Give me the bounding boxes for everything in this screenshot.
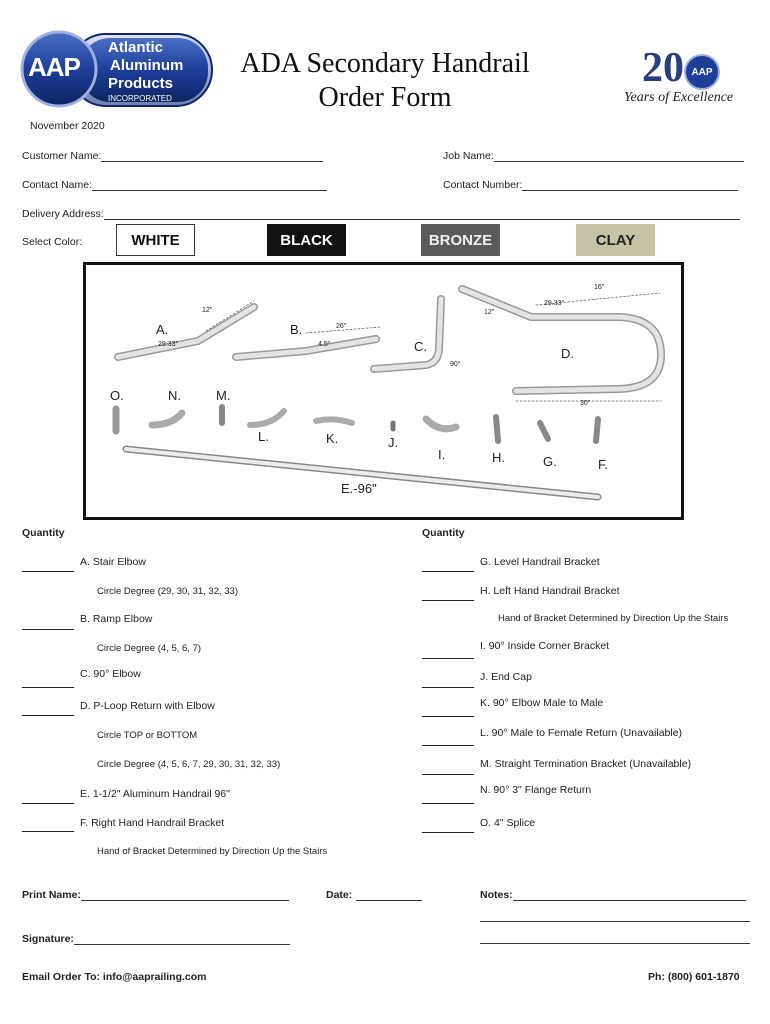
contact-name-line[interactable] [92,190,327,191]
date-label: Date: [326,889,353,901]
qty-input-b[interactable] [22,629,74,630]
notes-line-3[interactable] [480,943,750,944]
qty-input-o[interactable] [422,832,474,833]
date-line[interactable] [356,900,422,901]
dim-d4: 30" [580,400,591,407]
anniversary-badge [620,44,750,114]
notes-field[interactable] [480,889,746,901]
diagram-label-o: O. [110,388,124,403]
contact-name-label: Contact Name: [22,179,93,191]
form-title [210,47,560,115]
item-d-position: Circle TOP or BOTTOM [97,730,198,741]
title-line-1: ADA Secondary Handrail [240,48,530,79]
diagram-label-k: K. [326,431,339,446]
logo-mark: AAP [28,52,80,82]
quantity-header-right: Quantity [422,527,465,539]
item-d-label: D. P-Loop Return with Elbow [80,700,215,712]
color-option-bronze[interactable]: BRONZE [421,224,500,256]
item-a-label: A. Stair Elbow [80,556,146,568]
item-l-label: L. 90° Male to Female Return (Unavailable) [480,727,683,739]
diagram-label-h: H. [492,450,505,465]
item-f-label: F. Right Hand Handrail Bracket [80,817,225,829]
item-f-note: Hand of Bracket Determined by Direction Up the Stairs [97,846,328,857]
color-option-black[interactable]: BLACK [267,224,346,256]
date-field[interactable] [326,889,422,901]
contact-name-field[interactable] [22,179,327,191]
item-d-degree: Circle Degree (4, 5, 6, 7, 29, 30, 31, 32, 33) [97,759,281,770]
form-date: November 2020 [30,120,105,132]
item-e-label: E. 1-1/2" Aluminum Handrail 96" [80,788,230,800]
diagram-label-g: G. [543,454,557,469]
product-diagram [83,262,684,520]
phone-number: Ph: (800) 601-1870 [648,971,740,983]
qty-input-g[interactable] [422,571,474,572]
customer-name-field[interactable] [22,150,323,162]
dim-c1: 90° [450,361,461,368]
badge-number: 20 [642,45,684,91]
item-g-label: G. Level Handrail Bracket [480,556,600,568]
delivery-address-line[interactable] [104,219,740,220]
diagram-label-m: M. [216,388,231,403]
qty-input-j[interactable] [422,687,474,688]
qty-input-n[interactable] [422,803,474,804]
diagram-label-l: L. [258,429,269,444]
qty-input-e[interactable] [22,803,74,804]
diagram-label-f: F. [598,457,609,472]
item-i-label: I. 90° Inside Corner Bracket [480,640,610,652]
signature-line[interactable] [74,944,290,945]
item-j-label: J. End Cap [480,671,532,683]
badge-mark: AAP [691,66,713,78]
dim-d3: 12" [484,309,495,316]
qty-input-c[interactable] [22,687,74,688]
item-m-label: M. Straight Termination Bracket (Unavailable) [480,758,692,770]
logo-line-2: Aluminum [110,57,184,74]
print-name-label: Print Name: [22,889,81,901]
notes-label: Notes: [480,889,513,901]
notes-line-2[interactable] [480,921,750,922]
badge-caption: Years of Excellence [624,90,734,105]
print-name-field[interactable] [22,889,289,901]
diagram-label-j: J. [388,435,399,450]
contact-number-field[interactable] [443,179,738,191]
logo-line-1: Atlantic [108,39,164,56]
color-option-white[interactable]: WHITE [116,224,195,256]
qty-input-d[interactable] [22,715,74,716]
title-line-2: Order Form [318,82,452,113]
qty-input-a[interactable] [22,571,74,572]
dim-a2: 29.33° [158,341,179,348]
signature-field[interactable] [22,933,290,945]
logo-line-4: INCORPORATED [108,94,172,103]
diagram-label-n: N. [168,388,181,403]
dim-b1: 26" [336,323,347,330]
email-order: Email Order To: info@aaprailing.com [22,971,207,983]
company-logo [20,30,215,108]
diagram-label-c: C. [414,339,427,354]
qty-input-k[interactable] [422,716,474,717]
job-name-line[interactable] [494,161,744,162]
item-b-degree: Circle Degree (4, 5, 6, 7) [97,643,202,654]
delivery-address-field[interactable] [22,208,740,220]
item-o-label: O. 4" Splice [480,817,536,829]
dim-b2: 4.5° [318,341,331,348]
item-h-note: Hand of Bracket Determined by Direction Up the Stairs [498,613,729,624]
print-name-line[interactable] [81,900,289,901]
job-name-label: Job Name: [443,150,494,162]
badge-circle [684,54,720,90]
qty-input-l[interactable] [422,745,474,746]
job-name-field[interactable] [443,150,744,162]
customer-name-label: Customer Name: [22,150,102,162]
diagram-label-d: D. [561,346,574,361]
delivery-address-label: Delivery Address: [22,208,104,220]
item-h-label: H. Left Hand Handrail Bracket [480,585,620,597]
diagram-label-i: I. [438,447,446,462]
contact-number-label: Contact Number: [443,179,523,191]
dim-d1: 16" [594,284,605,291]
logo-line-3: Products [108,75,174,92]
notes-line-1[interactable] [513,900,746,901]
diagram-label-e: E.-96" [341,481,377,496]
dim-d2: 29.33° [544,300,565,307]
contact-number-line[interactable] [522,190,738,191]
item-a-degree: Circle Degree (29, 30, 31, 32, 33) [97,586,238,597]
item-n-label: N. 90° 3" Flange Return [480,784,592,796]
qty-input-h[interactable] [422,600,474,601]
qty-input-f[interactable] [22,831,74,832]
qty-input-m[interactable] [422,774,474,775]
qty-input-i[interactable] [422,658,474,659]
customer-name-line[interactable] [101,161,323,162]
diagram-label-a: A. [156,322,169,337]
dim-a1: 12" [202,307,213,314]
signature-label: Signature: [22,933,74,945]
item-c-label: C. 90° Elbow [80,668,141,680]
item-b-label: B. Ramp Elbow [80,613,153,625]
color-option-clay[interactable]: CLAY [576,224,655,256]
diagram-label-b: B. [290,322,303,337]
quantity-header-left: Quantity [22,527,65,539]
select-color-label: Select Color: [22,236,83,248]
item-k-label: K. 90° Elbow Male to Male [480,697,604,709]
